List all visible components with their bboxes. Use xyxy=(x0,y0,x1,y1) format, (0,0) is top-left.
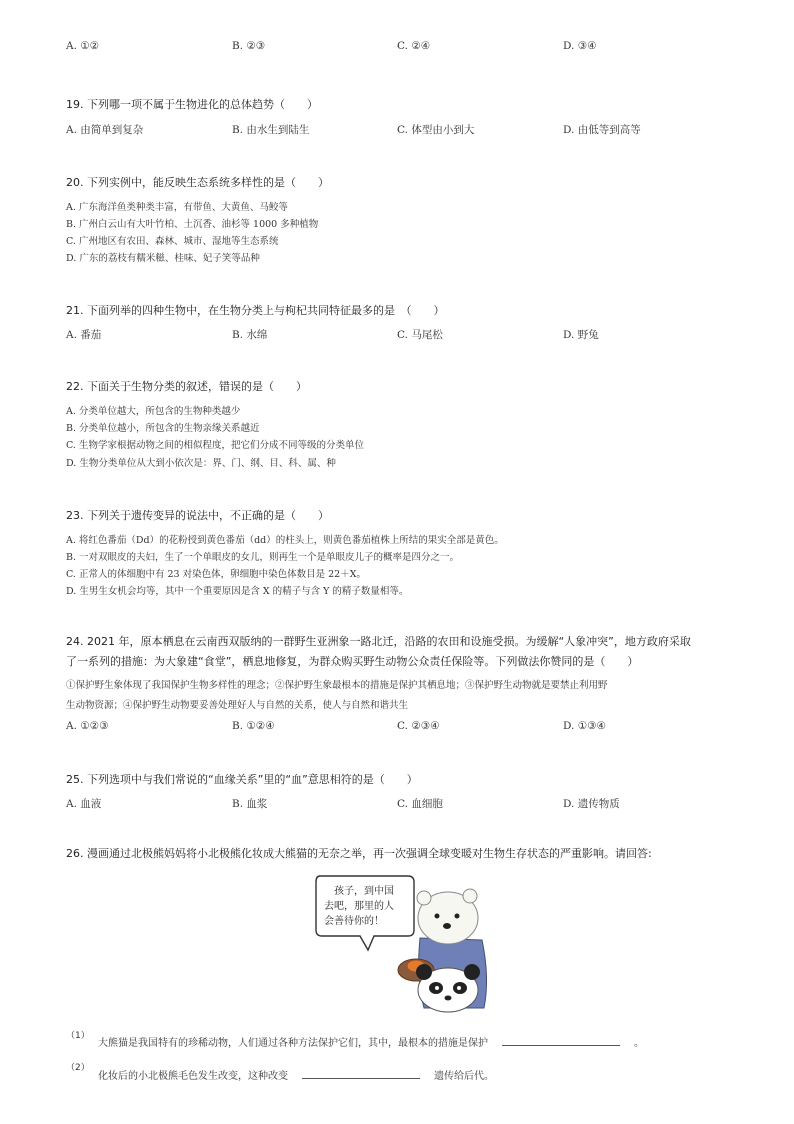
q26-sub2-number: （2） xyxy=(66,1063,90,1073)
q22-stem: 22. 下面关于生物分类的叙述，错误的是（ ） xyxy=(66,380,307,393)
q24-options xyxy=(66,720,746,736)
q21-option-c: C. 马尾松 xyxy=(397,329,443,341)
q24-option-a: A. ①②③ xyxy=(66,720,109,732)
bear-eye-right xyxy=(455,914,460,919)
bear-nose xyxy=(443,923,451,929)
q24-statement-line2: 生动物资源；④保护野生动物要妥善处理好人与自然的关系，使人与自然和谐共生 xyxy=(66,700,409,711)
bear-ear-right xyxy=(463,889,477,903)
panda-eye-right xyxy=(457,986,461,990)
q23-option-c: C. 正常人的体细胞中有 23 对染色体，卵细胞中染色体数目是 22＋X。 xyxy=(66,569,366,580)
q20-option-a: A. 广东海洋鱼类种类丰富，有带鱼、大黄鱼、马鲛等 xyxy=(66,202,288,213)
panda-ear-left xyxy=(416,964,432,980)
q20-option-d: D. 广东的荔枝有糯米糍、桂味、妃子笑等品种 xyxy=(66,253,260,264)
q21-option-d: D. 野兔 xyxy=(563,329,599,341)
panda-eye-left xyxy=(435,986,439,990)
q26-stem: 26. 漫画通过北极熊妈妈将小北极熊化妆成大熊猫的无奈之举，再一次强调全球变暖对生物生存状态的严重影响。请回答: xyxy=(66,847,652,860)
q26-sub2-answer-blank[interactable] xyxy=(302,1067,420,1079)
q18-option-c: C. ②④ xyxy=(397,40,431,52)
q23-option-a: A. 将红色番茄（Dd）的花粉授到黄色番茄（dd）的柱头上，则黄色番茄植株上所结的果实全部是黄色。 xyxy=(66,535,504,546)
q24-stem-line2: 了一系列的措施：为大象建“食堂”，栖息地修复，为群众购买野生动物公众责任保险等。下列做法你赞同的是（ ） xyxy=(66,655,639,668)
q26-sub2-end: 遗传给后代。 xyxy=(434,1071,494,1082)
q18-option-b: B. ②③ xyxy=(232,40,266,52)
q25-stem: 25. 下列选项中与我们常说的“血缘关系”里的“血”意思相符的是（ ） xyxy=(66,773,418,786)
q22-option-c: C. 生物学家根据动物之间的相似程度，把它们分成不同等级的分类单位 xyxy=(66,440,364,451)
q21-options xyxy=(66,327,746,343)
q19-options xyxy=(66,122,746,138)
bubble-line-2: 去吧，那里的人 xyxy=(324,901,394,912)
q22-option-b: B. 分类单位越小，所包含的生物亲缘关系越近 xyxy=(66,423,260,434)
q26-sub1-number: （1） xyxy=(66,1031,90,1041)
q25-options xyxy=(66,796,746,812)
bubble-line-1: 孩子，到中国 xyxy=(334,886,394,897)
q22-option-a: A. 分类单位越大，所包含的生物种类越少 xyxy=(66,406,241,417)
bear-ear-left xyxy=(417,891,431,905)
q19-option-d: D. 由低等到高等 xyxy=(563,124,641,136)
q25-option-c: C. 血细胞 xyxy=(397,798,443,810)
q25-option-b: B. 血浆 xyxy=(232,798,268,810)
q20-stem: 20. 下列实例中，能反映生态系统多样性的是（ ） xyxy=(66,176,329,189)
bubble-line-3: 会善待你的！ xyxy=(324,916,384,927)
q23-option-d: D. 生男生女机会均等，其中一个重要原因是含 X 的精子与含 Y 的精子数量相等。 xyxy=(66,586,409,597)
q20-option-c: C. 广州地区有农田、森林、城市、湿地等生态系统 xyxy=(66,236,279,247)
q23-stem: 23. 下列关于遗传变异的说法中，不正确的是（ ） xyxy=(66,509,329,522)
q19-option-a: A. 由简单到复杂 xyxy=(66,124,144,136)
q26-sub2 xyxy=(98,1067,494,1082)
q18-options xyxy=(66,40,746,56)
q23-option-b: B. 一对双眼皮的夫妇，生了一个单眼皮的女儿，则再生一个是单眼皮儿子的概率是四分之一。 xyxy=(66,552,460,563)
q18-option-d: D. ③④ xyxy=(563,40,597,52)
polar-bear-panda-cartoon xyxy=(312,868,492,1016)
q26-sub2-text: 化妆后的小北极熊毛色发生改变，这种改变 xyxy=(98,1071,288,1082)
q19-stem: 19. 下列哪一项不属于生物进化的总体趋势（ ） xyxy=(66,98,318,111)
q26-sub1-end: 。 xyxy=(634,1038,644,1049)
q19-option-b: B. 由水生到陆生 xyxy=(232,124,310,136)
cartoon-svg xyxy=(312,868,492,1016)
bear-eye-left xyxy=(435,914,440,919)
q24-option-d: D. ①③④ xyxy=(563,720,606,732)
q24-statements xyxy=(66,676,742,716)
q21-option-a: A. 番茄 xyxy=(66,329,102,341)
q24-stem-line1: 24. 2021 年，原本栖息在云南西双版纳的一群野生亚洲象一路北迁，沿路的农田和设施受损。为缓解“人象冲突”，地方政府采取 xyxy=(66,635,691,648)
q19-option-c: C. 体型由小到大 xyxy=(397,124,475,136)
q24-option-c: C. ②③④ xyxy=(397,720,440,732)
q26-sub1-text: 大熊猫是我国特有的珍稀动物，人们通过各种方法保护它们，其中，最根本的措施是保护 xyxy=(98,1038,488,1049)
q26-sub1 xyxy=(98,1034,644,1049)
panda-ear-right xyxy=(464,964,480,980)
q21-option-b: B. 水绵 xyxy=(232,329,268,341)
panda-nose xyxy=(445,996,452,1001)
q18-option-a: A. ①② xyxy=(66,40,100,52)
q20-option-b: B. 广州白云山有大叶竹柏、土沉香、油杉等 1000 多种植物 xyxy=(66,219,319,230)
q26-sub1-answer-blank[interactable] xyxy=(502,1034,620,1046)
q21-stem: 21. 下面列举的四种生物中，在生物分类上与枸杞共同特征最多的是 （ ） xyxy=(66,304,445,317)
q24-stem xyxy=(66,632,746,672)
q24-statement-line1: ①保护野生象体现了我国保护生物多样性的理念；②保护野生象最根本的措施是保护其栖息地；③保护野生动物就是要禁止利用野 xyxy=(66,680,608,691)
q25-option-a: A. 血液 xyxy=(66,798,102,810)
q25-option-d: D. 遗传物质 xyxy=(563,798,620,810)
q22-option-d: D. 生物分类单位从大到小依次是：界、门、纲、目、科、属、种 xyxy=(66,458,336,469)
q24-option-b: B. ①②④ xyxy=(232,720,275,732)
